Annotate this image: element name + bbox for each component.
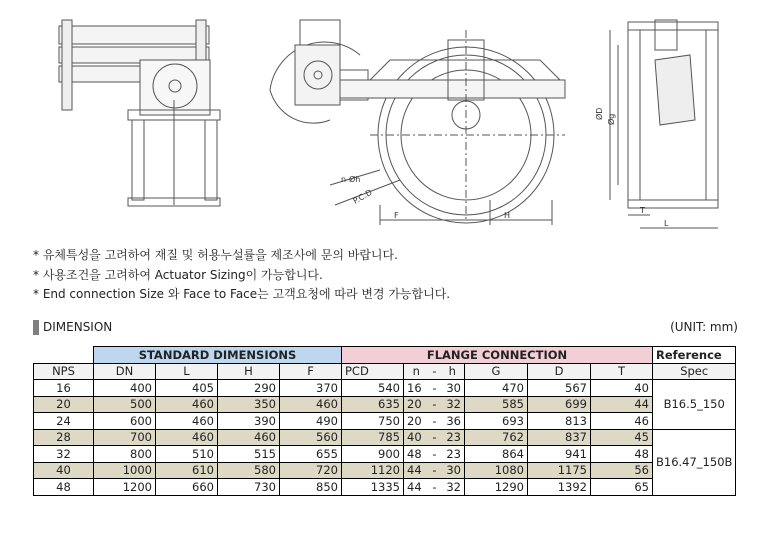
- cell-dn: 400: [94, 380, 156, 397]
- cell-pcd: 1120: [342, 462, 404, 479]
- cell-nps: 20: [34, 396, 94, 413]
- cell-dn: 800: [94, 446, 156, 463]
- cell-g: 585: [465, 396, 528, 413]
- col-spec: Spec: [653, 363, 736, 380]
- cell-hole: 30: [441, 380, 465, 397]
- cell-hole: 36: [441, 413, 465, 430]
- cell-h: 350: [218, 396, 280, 413]
- cell-dn: 600: [94, 413, 156, 430]
- col-l: L: [156, 363, 218, 380]
- cell-dash: -: [429, 413, 441, 430]
- cell-n: 20: [404, 413, 429, 430]
- cell-d: 567: [528, 380, 591, 397]
- cell-h: 290: [218, 380, 280, 397]
- cell-f: 560: [280, 429, 342, 446]
- cell-l: 510: [156, 446, 218, 463]
- col-dash: -: [429, 363, 441, 380]
- cell-n: 20: [404, 396, 429, 413]
- cell-spec: B16.47_150B: [653, 429, 736, 495]
- cell-g: 864: [465, 446, 528, 463]
- cell-pcd: 785: [342, 429, 404, 446]
- cell-h: 460: [218, 429, 280, 446]
- section-title: DIMENSION: [43, 320, 113, 334]
- valve-side-view: [610, 20, 718, 228]
- cell-t: 48: [591, 446, 653, 463]
- cell-n: 44: [404, 462, 429, 479]
- actuator-side-view: [59, 20, 220, 206]
- table-row: [34, 396, 736, 413]
- cell-dn: 1000: [94, 462, 156, 479]
- cell-dn: 700: [94, 429, 156, 446]
- cell-t: 46: [591, 413, 653, 430]
- cell-hole: 30: [441, 462, 465, 479]
- cell-g: 1290: [465, 479, 528, 496]
- cell-dash: -: [429, 446, 441, 463]
- cell-pcd: 540: [342, 380, 404, 397]
- cell-dash: -: [429, 380, 441, 397]
- cell-nps: 40: [34, 462, 94, 479]
- cell-nps: 48: [34, 479, 94, 496]
- dim-label-d: ØD: [595, 107, 604, 120]
- cell-nps: 32: [34, 446, 94, 463]
- col-n: n: [404, 363, 429, 380]
- col-hole: h: [441, 363, 465, 380]
- dim-label-nh: n-Øh: [341, 175, 361, 184]
- cell-pcd: 1335: [342, 479, 404, 496]
- dim-label-f: F: [394, 211, 399, 220]
- col-h: H: [218, 363, 280, 380]
- group-standard-dimensions: STANDARD DIMENSIONS: [94, 347, 342, 364]
- cell-hole: 23: [441, 446, 465, 463]
- col-pcd: PCD: [342, 363, 404, 380]
- cell-t: 40: [591, 380, 653, 397]
- cell-n: 16: [404, 380, 429, 397]
- col-dn: DN: [94, 363, 156, 380]
- group-flange-connection: FLANGE CONNECTION: [342, 347, 653, 364]
- cell-d: 941: [528, 446, 591, 463]
- table-row: [34, 413, 736, 430]
- cell-f: 460: [280, 396, 342, 413]
- gearbox-view: [270, 20, 368, 123]
- note-line: * 유체특성을 고려하여 재질 및 허용누설률을 제조사에 문의 바랍니다.: [33, 248, 398, 262]
- dim-label-l: L: [664, 219, 669, 228]
- table-row: [34, 462, 736, 479]
- cell-hole: 32: [441, 396, 465, 413]
- cell-dash: -: [429, 396, 441, 413]
- cell-dn: 500: [94, 396, 156, 413]
- col-f: F: [280, 363, 342, 380]
- cell-t: 56: [591, 462, 653, 479]
- cell-dn: 1200: [94, 479, 156, 496]
- cell-f: 490: [280, 413, 342, 430]
- cell-l: 460: [156, 429, 218, 446]
- cell-pcd: 750: [342, 413, 404, 430]
- cell-nps: 28: [34, 429, 94, 446]
- col-nps: NPS: [34, 363, 94, 380]
- cell-dash: -: [429, 429, 441, 446]
- cell-hole: 23: [441, 429, 465, 446]
- cell-l: 460: [156, 413, 218, 430]
- column-header-row: [34, 363, 736, 380]
- cell-d: 837: [528, 429, 591, 446]
- cell-n: 40: [404, 429, 429, 446]
- cell-d: 813: [528, 413, 591, 430]
- note-line: * 사용조건을 고려하여 Actuator Sizing이 가능합니다.: [33, 267, 323, 282]
- cell-g: 470: [465, 380, 528, 397]
- cell-n: 44: [404, 479, 429, 496]
- table-row: [34, 479, 736, 496]
- col-t: T: [591, 363, 653, 380]
- cell-l: 460: [156, 396, 218, 413]
- dimension-header: [33, 319, 738, 337]
- cell-h: 390: [218, 413, 280, 430]
- col-g: G: [465, 363, 528, 380]
- cell-t: 45: [591, 429, 653, 446]
- table-row: [34, 380, 736, 397]
- cell-d: 699: [528, 396, 591, 413]
- cell-hole: 32: [441, 479, 465, 496]
- cell-h: 580: [218, 462, 280, 479]
- cell-pcd: 900: [342, 446, 404, 463]
- dim-label-h: H: [504, 211, 511, 220]
- dimension-table: [33, 346, 736, 496]
- section-bar: [33, 320, 39, 335]
- table-row: [34, 429, 736, 446]
- cell-nps: 24: [34, 413, 94, 430]
- group-header-row: [34, 347, 736, 364]
- cell-l: 405: [156, 380, 218, 397]
- cell-pcd: 635: [342, 396, 404, 413]
- cell-f: 720: [280, 462, 342, 479]
- col-d: D: [528, 363, 591, 380]
- unit-label: (UNIT: mm): [670, 320, 738, 334]
- cell-l: 610: [156, 462, 218, 479]
- dim-label-t: T: [640, 206, 645, 215]
- cell-g: 1080: [465, 462, 528, 479]
- notes: [33, 246, 450, 305]
- cell-d: 1175: [528, 462, 591, 479]
- cell-dash: -: [429, 479, 441, 496]
- cell-dash: -: [429, 462, 441, 479]
- blank-cell: [34, 347, 94, 364]
- cell-f: 655: [280, 446, 342, 463]
- cell-t: 65: [591, 479, 653, 496]
- group-reference: Reference: [653, 347, 736, 364]
- cell-spec: B16.5_150: [653, 380, 736, 430]
- cell-f: 850: [280, 479, 342, 496]
- cell-nps: 16: [34, 380, 94, 397]
- cell-f: 370: [280, 380, 342, 397]
- cell-g: 693: [465, 413, 528, 430]
- cell-d: 1392: [528, 479, 591, 496]
- valve-technical-drawing: [0, 0, 760, 240]
- cell-t: 44: [591, 396, 653, 413]
- note-line: * End connection Size 와 Face to Face는 고객요청에 따라 변경 가능합니다.: [33, 287, 451, 301]
- cell-h: 515: [218, 446, 280, 463]
- cell-h: 730: [218, 479, 280, 496]
- dim-label-pcd: P.C.D: [351, 187, 374, 206]
- cell-n: 48: [404, 446, 429, 463]
- table-row: [34, 446, 736, 463]
- dim-label-g: Øg: [607, 113, 616, 125]
- cell-l: 660: [156, 479, 218, 496]
- cell-g: 762: [465, 429, 528, 446]
